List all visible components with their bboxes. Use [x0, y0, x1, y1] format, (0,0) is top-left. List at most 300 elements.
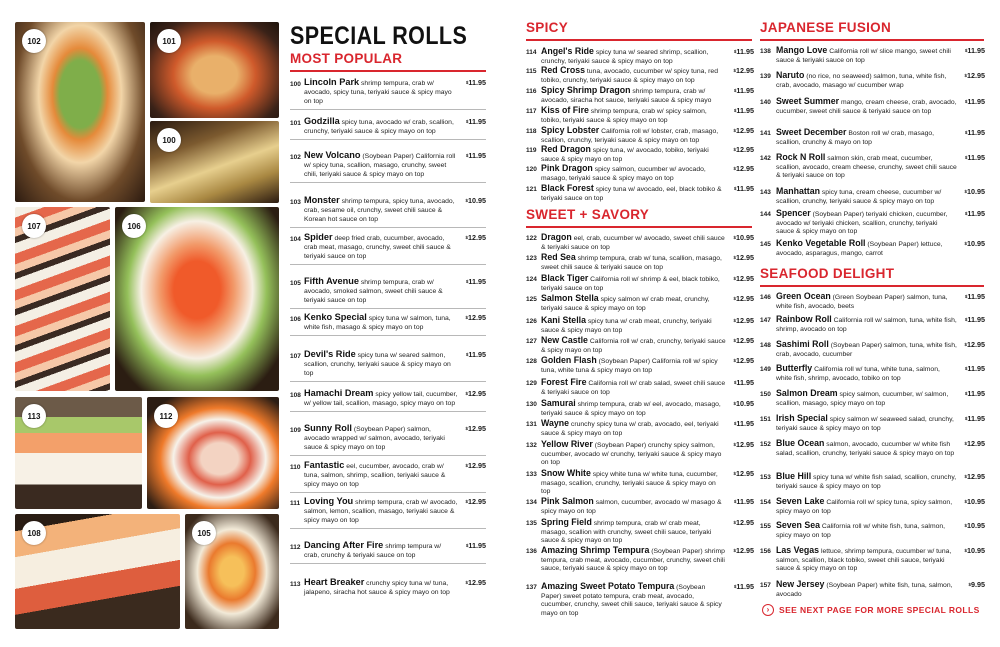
- item-price: $11.95: [465, 277, 486, 286]
- item-description: spicy salmon w/ seaweed salad, crunchy, teriyaki sauce & spicy mayo on top: [776, 416, 954, 432]
- item-price: $12.95: [733, 316, 754, 325]
- item-name: Red Cross: [541, 65, 585, 75]
- item-name: Fantastic: [304, 460, 345, 470]
- roll-photo: [15, 207, 110, 391]
- item-body: [304, 196, 458, 224]
- item-price: $12.95: [733, 145, 754, 154]
- menu-item: [290, 78, 486, 106]
- photo-number-badge: 100: [157, 128, 181, 152]
- item-price: $11.95: [733, 184, 754, 193]
- item-price-value: 12.95: [468, 389, 486, 398]
- menu-item: [760, 292, 985, 311]
- item-price: $12.95: [964, 71, 985, 80]
- item-price: $11.95: [733, 86, 754, 95]
- item-body: [304, 578, 458, 597]
- item-price-value: 11.95: [967, 46, 985, 55]
- item-description: shrimp tempura, crab w/ spicy salmon, tobiko, teriyaki sauce & spicy mayo on top: [541, 108, 707, 124]
- menu-item: [526, 106, 754, 125]
- roll-photo: [15, 397, 142, 509]
- menu-item: [526, 419, 754, 438]
- item-price-value: 11.95: [468, 117, 486, 126]
- item-name: Heart Breaker: [304, 577, 365, 587]
- item-number: 130: [526, 401, 537, 408]
- item-description: Boston roll w/ crab, masago, scallion, crunchy & mayo on top: [776, 130, 935, 146]
- item-price: $11.95: [733, 106, 754, 115]
- item-number: 108: [290, 392, 301, 399]
- roll-photo: [147, 397, 279, 509]
- item-number: 106: [290, 316, 301, 323]
- item-body: [541, 126, 726, 145]
- item-number: 128: [526, 358, 537, 365]
- item-price-value: 10.95: [736, 233, 754, 242]
- menu-item: [760, 239, 985, 258]
- item-number: 101: [290, 120, 301, 127]
- menu-item: [290, 389, 486, 408]
- item-body: [541, 253, 726, 272]
- menu-item: [526, 86, 754, 105]
- item-price-value: 12.95: [736, 294, 754, 303]
- item-price: $12.95: [964, 340, 985, 349]
- item-body: [541, 336, 726, 355]
- item-description: deep fried crab, cucumber, avocado, crab meat, masago, crunchy, sweet chili sauce & teriyaki sauce on top: [304, 235, 451, 260]
- item-body: [776, 497, 957, 516]
- menu-item: [290, 196, 486, 224]
- item-number: 109: [290, 427, 301, 434]
- item-name: Sunny Roll: [304, 423, 352, 433]
- item-body: [541, 582, 726, 618]
- item-body: [541, 294, 726, 313]
- item-price-value: 11.95: [967, 153, 985, 162]
- menu-item: [290, 313, 486, 332]
- item-description: shrimp tempura, crab w/ avocado, spicy tuna, teriyaki sauce & spicy mayo on top: [304, 80, 452, 105]
- menu-item: [526, 440, 754, 468]
- item-price: $12.95: [465, 461, 486, 470]
- item-description: California roll w/ crab, crunchy, teriyaki sauce & spicy mayo on top: [541, 338, 726, 354]
- item-description: mango, cream cheese, crab, avocado, cucumber, sweet chili sauce & teriyaki sauce on top: [776, 99, 957, 115]
- item-body: [541, 86, 726, 105]
- menu-item: [290, 424, 486, 452]
- item-body: [776, 521, 957, 540]
- item-price: $10.95: [964, 239, 985, 248]
- arrow-right-icon: ›: [762, 604, 774, 616]
- item-number: 147: [760, 317, 771, 324]
- item-price: $11.95: [733, 419, 754, 428]
- item-price-value: 12.95: [736, 126, 754, 135]
- item-price-value: 12.95: [736, 440, 754, 449]
- item-description: spicy salmon, cucumber w/ avocado, masago, teriyaki sauce & spicy mayo on top: [541, 166, 706, 182]
- item-price: $12.95: [964, 472, 985, 481]
- item-price: $12.95: [733, 126, 754, 135]
- menu-item: [526, 184, 754, 203]
- item-name: Naruto: [776, 70, 805, 80]
- item-price-value: 12.95: [736, 274, 754, 283]
- item-price: $12.95: [733, 164, 754, 173]
- item-number: 157: [760, 582, 771, 589]
- item-price-value: 11.95: [967, 128, 985, 137]
- item-number: 149: [760, 366, 771, 373]
- item-price: $10.95: [733, 233, 754, 242]
- menu-item: [526, 336, 754, 355]
- item-body: [304, 497, 458, 525]
- roll-photo: [115, 207, 279, 391]
- item-name: Golden Flash: [541, 355, 597, 365]
- item-description: (Green Soybean Paper) salmon, tuna, white fish, avocado, beets: [776, 294, 948, 310]
- item-number: 156: [760, 548, 771, 555]
- next-page-text: SEE NEXT PAGE FOR MORE SPECIAL ROLLS: [779, 605, 980, 615]
- item-number: 150: [760, 391, 771, 398]
- item-name: Forest Fire: [541, 377, 587, 387]
- item-body: [304, 389, 458, 408]
- item-number: 138: [760, 48, 771, 55]
- menu-item: [526, 294, 754, 313]
- item-number: 154: [760, 499, 771, 506]
- item-price-value: 10.95: [468, 196, 486, 205]
- item-price: $12.95: [964, 439, 985, 448]
- item-price-value: 10.95: [967, 546, 985, 555]
- item-body: [541, 47, 726, 66]
- item-body: [776, 153, 957, 181]
- item-price-value: 12.95: [736, 356, 754, 365]
- roll-photo: [15, 514, 180, 629]
- item-name: Monster: [304, 195, 340, 205]
- item-number: 111: [290, 500, 301, 507]
- menu-item: [760, 546, 985, 574]
- item-price: $10.95: [964, 497, 985, 506]
- item-body: [776, 97, 957, 116]
- item-price-value: 12.95: [468, 313, 486, 322]
- item-number: 104: [290, 236, 301, 243]
- item-price: $12.95: [733, 66, 754, 75]
- item-body: [776, 414, 957, 433]
- item-body: [776, 439, 957, 458]
- item-price-value: 11.95: [967, 364, 985, 373]
- item-price: $12.95: [465, 497, 486, 506]
- item-price: $11.95: [733, 497, 754, 506]
- menu-item: [760, 153, 985, 181]
- item-body: [776, 546, 957, 574]
- item-name: Spicy Shrimp Dragon: [541, 85, 631, 95]
- item-price-value: 11.95: [468, 78, 486, 87]
- menu-item: [290, 233, 486, 261]
- item-body: [541, 233, 726, 252]
- item-price: $11.95: [964, 97, 985, 106]
- item-description: California roll w/ shrimp & eel, black tobiko, teriyaki sauce on top: [541, 276, 720, 292]
- item-name: Salmon Stella: [541, 293, 599, 303]
- item-name: Rock N Roll: [776, 152, 826, 162]
- item-number: 155: [760, 523, 771, 530]
- item-description: shrimp tempura, crab w/ eel, avocado, masago, teriyaki sauce & spicy mayo on top: [541, 401, 721, 417]
- item-body: [541, 378, 726, 397]
- item-name: New Castle: [541, 335, 588, 345]
- item-description: (Soybean Paper) crunchy spicy salmon, cucumber, avocado w/ crunchy, teriyaki sauce & spicy mayo on top: [541, 442, 722, 467]
- menu-item: [526, 274, 754, 293]
- item-description: spicy tuna w/ avocado, eel, black tobiko & teriyaki sauce on top: [541, 186, 722, 202]
- item-price-value: 12.95: [736, 469, 754, 478]
- item-price-value: 10.95: [967, 521, 985, 530]
- item-body: [541, 316, 726, 335]
- menu-item: [760, 97, 985, 116]
- menu-item: [290, 461, 486, 489]
- item-body: [541, 106, 726, 125]
- item-description: California roll w/ tuna, white tuna, salmon, white fish, shrimp, avocado, tobiko on top: [776, 366, 940, 382]
- item-description: shrimp tempura, crab w/ crab meat, masago, scallion with crunchy, sweet chili sauce, teriyaki sauce & spicy mayo on top: [541, 520, 712, 545]
- item-price-value: 11.95: [468, 350, 486, 359]
- item-description: spicy tuna w/ seared shrimp, scallion, crunchy, teriyaki sauce & spicy mayo on top: [541, 49, 709, 65]
- item-description: salmon, avocado, cucumber w/ white fish salad, scallion, crunchy, teriyaki sauce & spicy mayo on top: [776, 441, 955, 457]
- item-number: 151: [760, 416, 771, 423]
- item-price-value: 12.95: [468, 461, 486, 470]
- item-body: [304, 424, 458, 452]
- item-body: [304, 350, 458, 378]
- section-heading-spicy: SPICY: [526, 20, 569, 35]
- item-name: Seven Sea: [776, 520, 821, 530]
- item-name: Black Tiger: [541, 273, 589, 283]
- item-price-value: 12.95: [736, 518, 754, 527]
- photo-number-badge: 113: [22, 404, 46, 428]
- item-price-value: 12.95: [736, 253, 754, 262]
- item-description: salmon skin, crab meat, cucumber, scallion, avocado, cream cheese, crunchy, sweet chili sauce & teriyaki sauce on top: [776, 155, 957, 180]
- item-price-value: 12.95: [736, 316, 754, 325]
- item-description: spicy yellow tail, cucumber, w/ yellow tail, scallion, masago, spicy mayo on top: [304, 391, 458, 407]
- item-price: $11.95: [964, 153, 985, 162]
- item-description: California roll w/ lobster, crab, masago, scallion, crunchy, teriyaki sauce & spicy mayo on top: [541, 128, 719, 144]
- item-number: 100: [290, 81, 301, 88]
- item-number: 136: [526, 548, 537, 555]
- item-price: $11.95: [964, 128, 985, 137]
- item-price-value: 12.95: [468, 578, 486, 587]
- item-name: Red Sea: [541, 252, 576, 262]
- item-price: $9.95: [968, 580, 985, 589]
- item-price-value: 11.95: [967, 209, 985, 218]
- item-name: Blue Ocean: [776, 438, 825, 448]
- item-price-value: 11.95: [468, 151, 486, 160]
- item-description: crunchy spicy tuna w/ crab, avocado, eel, teriyaki sauce & spicy mayo on top: [541, 421, 719, 437]
- item-price: $12.95: [465, 233, 486, 242]
- item-name: New Jersey: [776, 579, 825, 589]
- item-description: shrimp tempura, crab w/ avocado, salmon, lemon, scallion, masago, teriyaki sauce & spicy mayo on top: [304, 499, 458, 524]
- item-price: $10.95: [964, 546, 985, 555]
- item-price-value: 11.95: [967, 97, 985, 106]
- item-name: Kiss of Fire: [541, 105, 589, 115]
- item-number: 135: [526, 520, 537, 527]
- item-price-value: 11.95: [468, 277, 486, 286]
- item-price-value: 11.95: [736, 419, 754, 428]
- item-description: spicy white tuna w/ white tuna, cucumber, masago, scallion, crunchy, teriyaki sauce & spicy mayo on top: [541, 471, 718, 496]
- section-heading-japanese-fusion: JAPANESE FUSION: [760, 20, 892, 35]
- item-body: [304, 277, 458, 305]
- item-description: (Soybean Paper) lettuce, avocado, asparagus, mango, carrot: [776, 241, 943, 257]
- item-price-value: 11.95: [736, 86, 754, 95]
- item-price-value: 11.95: [468, 541, 486, 550]
- menu-item: [526, 378, 754, 397]
- item-price: $12.95: [733, 253, 754, 262]
- next-page-note: [762, 604, 980, 616]
- item-name: Spicy Lobster: [541, 125, 600, 135]
- menu-item: [526, 356, 754, 375]
- item-number: 103: [290, 199, 301, 206]
- item-body: [776, 187, 957, 206]
- item-price: $11.95: [964, 414, 985, 423]
- item-description: California roll w/ slice mango, sweet chili sauce & teriyaki sauce on top: [776, 48, 951, 64]
- item-price: $11.95: [964, 315, 985, 324]
- menu-item: [760, 71, 985, 90]
- item-name: Pink Dragon: [541, 163, 593, 173]
- item-description: spicy tuna w/ crab meat, crunchy, teriyaki sauce & spicy mayo on top: [541, 318, 712, 334]
- item-body: [776, 128, 957, 147]
- item-number: 114: [526, 49, 537, 56]
- item-price: $10.95: [964, 521, 985, 530]
- item-price-value: 11.95: [736, 106, 754, 115]
- item-price-value: 10.95: [967, 187, 985, 196]
- item-name: Kenko Special: [304, 312, 367, 322]
- menu-item: [526, 233, 754, 252]
- item-description: spicy tuna, w/ avocado, tobiko, teriyaki sauce & spicy mayo on top: [541, 147, 709, 163]
- item-name: Sweet December: [776, 127, 847, 137]
- item-price: $11.95: [964, 292, 985, 301]
- item-body: [304, 233, 458, 261]
- item-price: $12.95: [465, 578, 486, 587]
- item-name: Kani Stella: [541, 315, 586, 325]
- item-name: Amazing Sweet Potato Tempura: [541, 581, 675, 591]
- item-number: 124: [526, 276, 537, 283]
- menu-item: [526, 47, 754, 66]
- item-body: [541, 419, 726, 438]
- item-body: [776, 292, 957, 311]
- item-description: shrimp tempura, crab w/ avocado, smoked salmon, sweet chili sauce & teriyaki sauce on top: [304, 279, 443, 304]
- item-price-value: 12.95: [468, 233, 486, 242]
- item-number: 152: [760, 441, 771, 448]
- photo-number-badge: 112: [154, 404, 178, 428]
- menu-item: [526, 469, 754, 497]
- item-price: $12.95: [465, 389, 486, 398]
- item-price-value: 12.95: [967, 472, 985, 481]
- menu-item: [526, 546, 754, 574]
- item-name: Blue Hill: [776, 471, 812, 481]
- item-price: $12.95: [733, 274, 754, 283]
- item-name: Wayne: [541, 418, 570, 428]
- menu-item: [526, 399, 754, 418]
- photo-number-badge: 106: [122, 214, 146, 238]
- item-description: (Soybean Paper) California roll w/ spicy tuna, white tuna & spicy mayo on top: [541, 358, 718, 374]
- item-number: 153: [760, 474, 771, 481]
- menu-item: [760, 472, 985, 491]
- photo-number-badge: 107: [22, 214, 46, 238]
- item-number: 131: [526, 421, 537, 428]
- item-description: spicy salmon, cucumber, w/ salmon, scallion, masago, spicy mayo on top: [776, 391, 949, 407]
- item-number: 113: [290, 581, 301, 588]
- item-body: [304, 541, 458, 560]
- item-price-value: 12.95: [468, 424, 486, 433]
- section-heading-seafood-delight: SEAFOOD DELIGHT: [760, 266, 895, 281]
- item-number: 122: [526, 235, 537, 242]
- item-price-value: 12.95: [736, 66, 754, 75]
- menu-item: [760, 439, 985, 458]
- item-price: $11.95: [465, 78, 486, 87]
- item-price: $11.95: [733, 378, 754, 387]
- item-description: (Soybean Paper) sweet potato tempura, crab meat, avocado, cucumber, crunchy, sweet chili sauce, teriyaki sauce & spicy mayo on top: [541, 584, 722, 617]
- item-body: [776, 364, 957, 383]
- item-price-value: 11.95: [736, 378, 754, 387]
- item-number: 140: [760, 99, 771, 106]
- item-number: 126: [526, 318, 537, 325]
- item-body: [776, 472, 957, 491]
- item-number: 102: [290, 154, 301, 161]
- item-body: [776, 389, 957, 408]
- section-heading-sweet-savory: SWEET + SAVORY: [526, 207, 650, 222]
- item-description: tuna, avocado, cucumber w/ spicy tuna, red tobiko, crunchy, teriyaki sauce & spicy mayo on top: [541, 68, 718, 84]
- item-name: Amazing Shrimp Tempura: [541, 545, 650, 555]
- menu-item: [760, 46, 985, 65]
- item-number: 148: [760, 342, 771, 349]
- item-name: Lincoln Park: [304, 77, 360, 87]
- item-price: $11.95: [465, 350, 486, 359]
- item-price: $11.95: [964, 46, 985, 55]
- item-body: [541, 164, 726, 183]
- item-price: $12.95: [733, 336, 754, 345]
- item-number: 115: [526, 68, 537, 75]
- item-name: Samurai: [541, 398, 576, 408]
- item-description: shrimp tempura, crab w/ tuna, scallion, masago, sweet chili sauce & teriyaki sauce on top: [541, 255, 722, 271]
- item-name: Pink Salmon: [541, 496, 594, 506]
- item-number: 123: [526, 255, 537, 262]
- item-name: Mango Love: [776, 45, 828, 55]
- menu-item: [526, 316, 754, 335]
- item-price: $11.95: [733, 582, 754, 591]
- item-number: 143: [760, 189, 771, 196]
- menu-item: [526, 126, 754, 145]
- item-description: (Soybean Paper) California roll w/ spicy tuna, scallion, masago, crunchy, sweet chili, teriyaki sauce & spicy mayo on top: [304, 153, 456, 178]
- item-body: [776, 239, 957, 258]
- item-name: Devil's Ride: [304, 349, 356, 359]
- item-description: spicy tuna, cream cheese, cucumber w/ scallion, crunchy, teriyaki sauce & spicy mayo on top: [776, 189, 942, 205]
- item-description: lettuce, shrimp tempura, cucumber w/ tuna, salmon, scallion, black tobiko, sweet chili sauce, teriyaki sauce & spicy mayo on top: [776, 548, 952, 573]
- item-body: [541, 497, 726, 516]
- item-description: (Soybean Paper) salmon, tuna, white fish, crab, avocado, cucumber: [776, 342, 957, 358]
- item-body: [541, 274, 726, 293]
- item-description: salmon, cucumber, avocado w/ masago & spicy mayo on top: [541, 499, 722, 515]
- item-body: [541, 399, 726, 418]
- item-body: [541, 184, 726, 203]
- item-price-value: 12.95: [736, 546, 754, 555]
- item-price-value: 12.95: [468, 497, 486, 506]
- item-body: [776, 340, 957, 359]
- item-price-value: 10.95: [736, 399, 754, 408]
- item-description: (Soybean Paper) teriyaki chicken, cucumber, avocado w/ teriyaki chicken, scallion, crunchy, teriyaki sauce & spicy mayo on top: [776, 211, 948, 236]
- item-number: 137: [526, 584, 537, 591]
- item-description: spicy tuna w/ white fish salad, scallion, crunchy, teriyaki sauce & spicy mayo on top: [776, 474, 957, 490]
- item-name: Hamachi Dream: [304, 388, 374, 398]
- item-body: [776, 315, 957, 334]
- item-body: [541, 145, 726, 164]
- item-number: 125: [526, 296, 537, 303]
- item-name: Green Ocean: [776, 291, 831, 301]
- item-price-value: 10.95: [967, 497, 985, 506]
- photo-number-badge: 101: [157, 29, 181, 53]
- item-description: California roll w/ white fish, tuna, salmon, spicy mayo on top: [776, 523, 946, 539]
- item-price-value: 11.95: [967, 315, 985, 324]
- menu-item: [760, 497, 985, 516]
- section-heading-most-popular: MOST POPULAR: [290, 51, 403, 66]
- item-body: [304, 117, 458, 136]
- roll-photo: [15, 22, 145, 202]
- menu-item: [760, 187, 985, 206]
- item-description: shrimp tempura, crab w/ avocado, siracha hot sauce, teriyaki sauce & spicy mayo: [541, 88, 712, 104]
- menu-item: [760, 414, 985, 433]
- item-description: California roll w/ salmon, tuna, white fish, shrimp, avocado on top: [776, 317, 957, 333]
- item-price-value: 11.95: [736, 47, 754, 56]
- menu-item: [526, 66, 754, 85]
- menu-item: [526, 145, 754, 164]
